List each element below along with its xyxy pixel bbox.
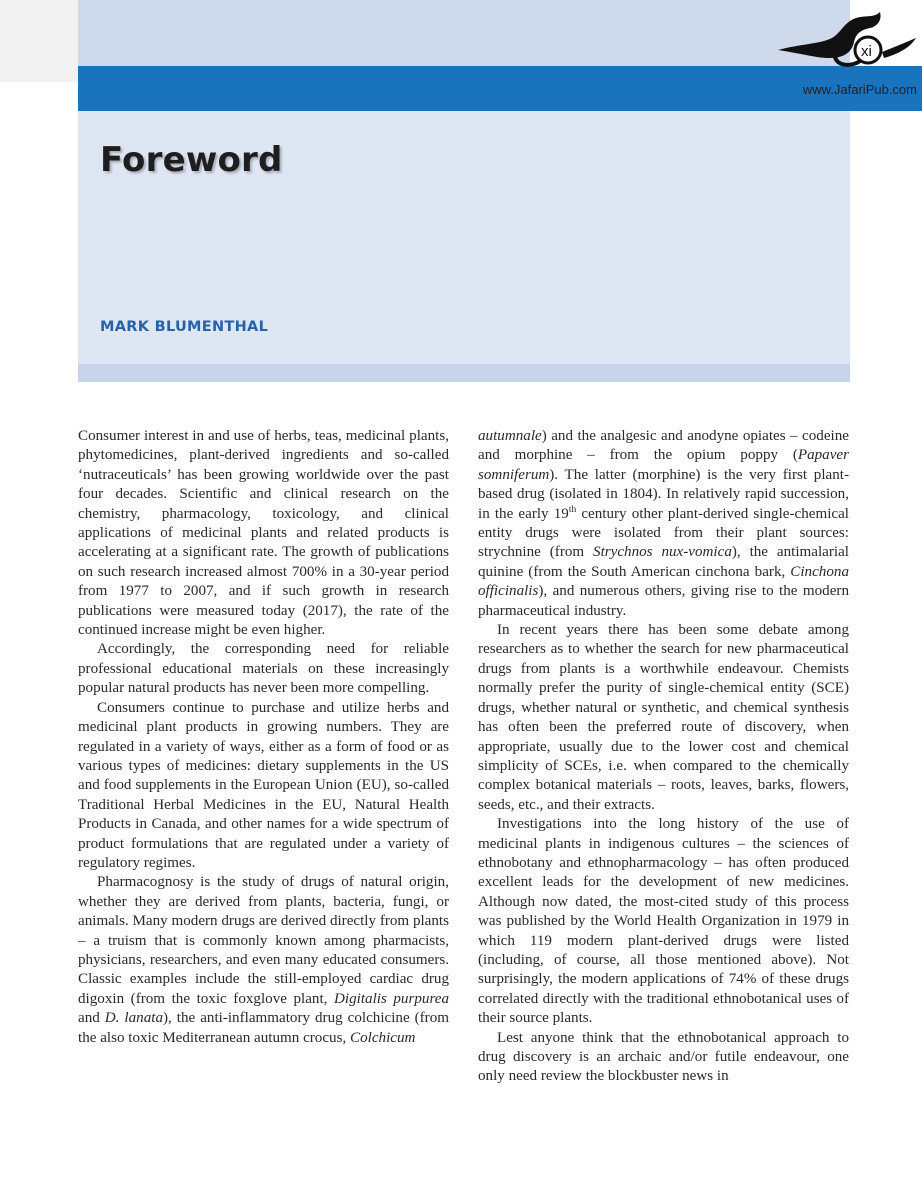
body-column-right — [478, 427, 849, 1087]
species-name: Papaver somniferum — [478, 447, 849, 483]
species-name: Colchicum — [350, 1029, 416, 1046]
species-name: autumnale — [478, 428, 542, 444]
paragraph: Investigations into the long history of the use of medicinal plants in indigenous cultures – the sciences of ethnobotany and ethnopharmacology – has often produced excellent leads for the development of new medicines. Although now dated, the most-cited study of this process was published by the World Health Organization in 1979 in which 119 modern plant-derived drugs were listed (including, of course, all those mentioned above). Not surprisingly, the modern applications of 74% of these drugs correlated directly with the traditional ethnobotanical uses of their source plants. — [478, 816, 849, 1027]
paragraph: Consumers continue to purchase and utilize herbs and medicinal plant products in growing numbers. They are regulated in a variety of ways, either as a form of food or as various types of medicines: dietary supplements in the US and food supplements in the European Union (EU), so-called Traditional Herbal Medicines in the EU, Natural Health Products in Canada, and other names for a wide spectrum of product formulations that are regulated under a variety of regulatory regimes. — [78, 699, 449, 871]
species-name: Cinchona officinalis — [478, 563, 849, 600]
paragraph: Consumer interest in and use of herbs, teas, medicinal plants, phytomedicines, plant-derived ingredients and so-called ‘nutraceuticals’ has been growing worldwide over the past four decades. Scientific and clinical research on the chemistry, pharmacology, toxicology, and clinical applications of medicinal plants and related products is accelerating at a significant rate. The growth of publications on such research increased almost 700% in a 30-year period from 1977 to 2007, and if such growth in research publications were measured today (2017), the rate of the continued increase might be even higher. — [78, 428, 449, 639]
author-name: MARK BLUMENTHAL — [100, 319, 269, 335]
paragraph: Accordingly, the corresponding need for reliable professional educational materials on these increasingly popular natural products has never been more compelling. — [78, 641, 449, 697]
superscript: th — [568, 504, 577, 515]
species-name: D. lanata — [104, 1010, 164, 1027]
publisher-url: www.JafariPub.com — [802, 82, 917, 97]
text-run: ), and numerous others, giving rise to the modern pharmaceutical industry. — [478, 583, 849, 619]
text-run: century other plant-derived single-chemical entity drugs were isolated from their plant sources: strychnine (from — [478, 505, 849, 561]
species-name: Strychnos nux-vomica — [593, 544, 732, 561]
header-top-band — [78, 0, 850, 66]
species-name: Digitalis purpurea — [334, 990, 450, 1007]
paragraph: In recent years there has been some debate among researchers as to whether the search for new pharmaceutical drugs from plants is a worthwhile endeavour. Chemists normally prefer the purity of single-chemical entity (SCE) drugs, whether natural or synthetic, and chemical synthesis has often been the preferred route of discovery, when appropriate, usually due to the lower cost and chemical simplicity of SCEs, i.e. when compared to the chemically complex botanical materials – roots, leaves, barks, flowers, seeds, etc., and their extracts. — [478, 622, 849, 813]
header-bottom-band — [78, 364, 850, 382]
publisher-logo-icon — [770, 4, 920, 84]
body-column-left — [78, 427, 449, 1048]
text-run: ), the anti-inflammatory drug colchicine (from the also toxic Mediterranean autumn crocus, — [78, 1010, 449, 1046]
paragraph — [78, 873, 449, 1048]
publisher-watermark — [770, 4, 920, 98]
paragraph: Lest anyone think that the ethnobotanical approach to drug discovery is an archaic and/or futile endeavour, one only need review the blockbuster news in — [478, 1029, 849, 1085]
text-run: ). The latter (morphine) is the very first plant-based drug (isolated in 1804). In relatively rapid succession, in the early 19 — [478, 466, 849, 522]
text-run: Pharmacognosy is the study of drugs of natural origin, whether they are derived from plants, bacteria, fungi, or animals. Many modern drugs are derived directly from plants – a truism that is commonly known among pharmacists, physicians, researchers, and even many educated consumers. Classic examples include the still-employed cardiac drug digoxin (from the toxic foxglove plant, — [78, 874, 449, 1007]
text-run: ), the antimalarial quinine (from the South American cinchona bark, — [478, 544, 849, 580]
page-title: Foreword — [100, 140, 283, 180]
paragraph — [478, 427, 849, 621]
page-margin-shade — [0, 0, 78, 82]
text-run: ) and the analgesic and anodyne opiates – codeine and morphine – from the opium poppy ( — [478, 428, 849, 464]
text-run: and — [78, 1010, 105, 1027]
logo-letters: xi — [861, 43, 872, 60]
